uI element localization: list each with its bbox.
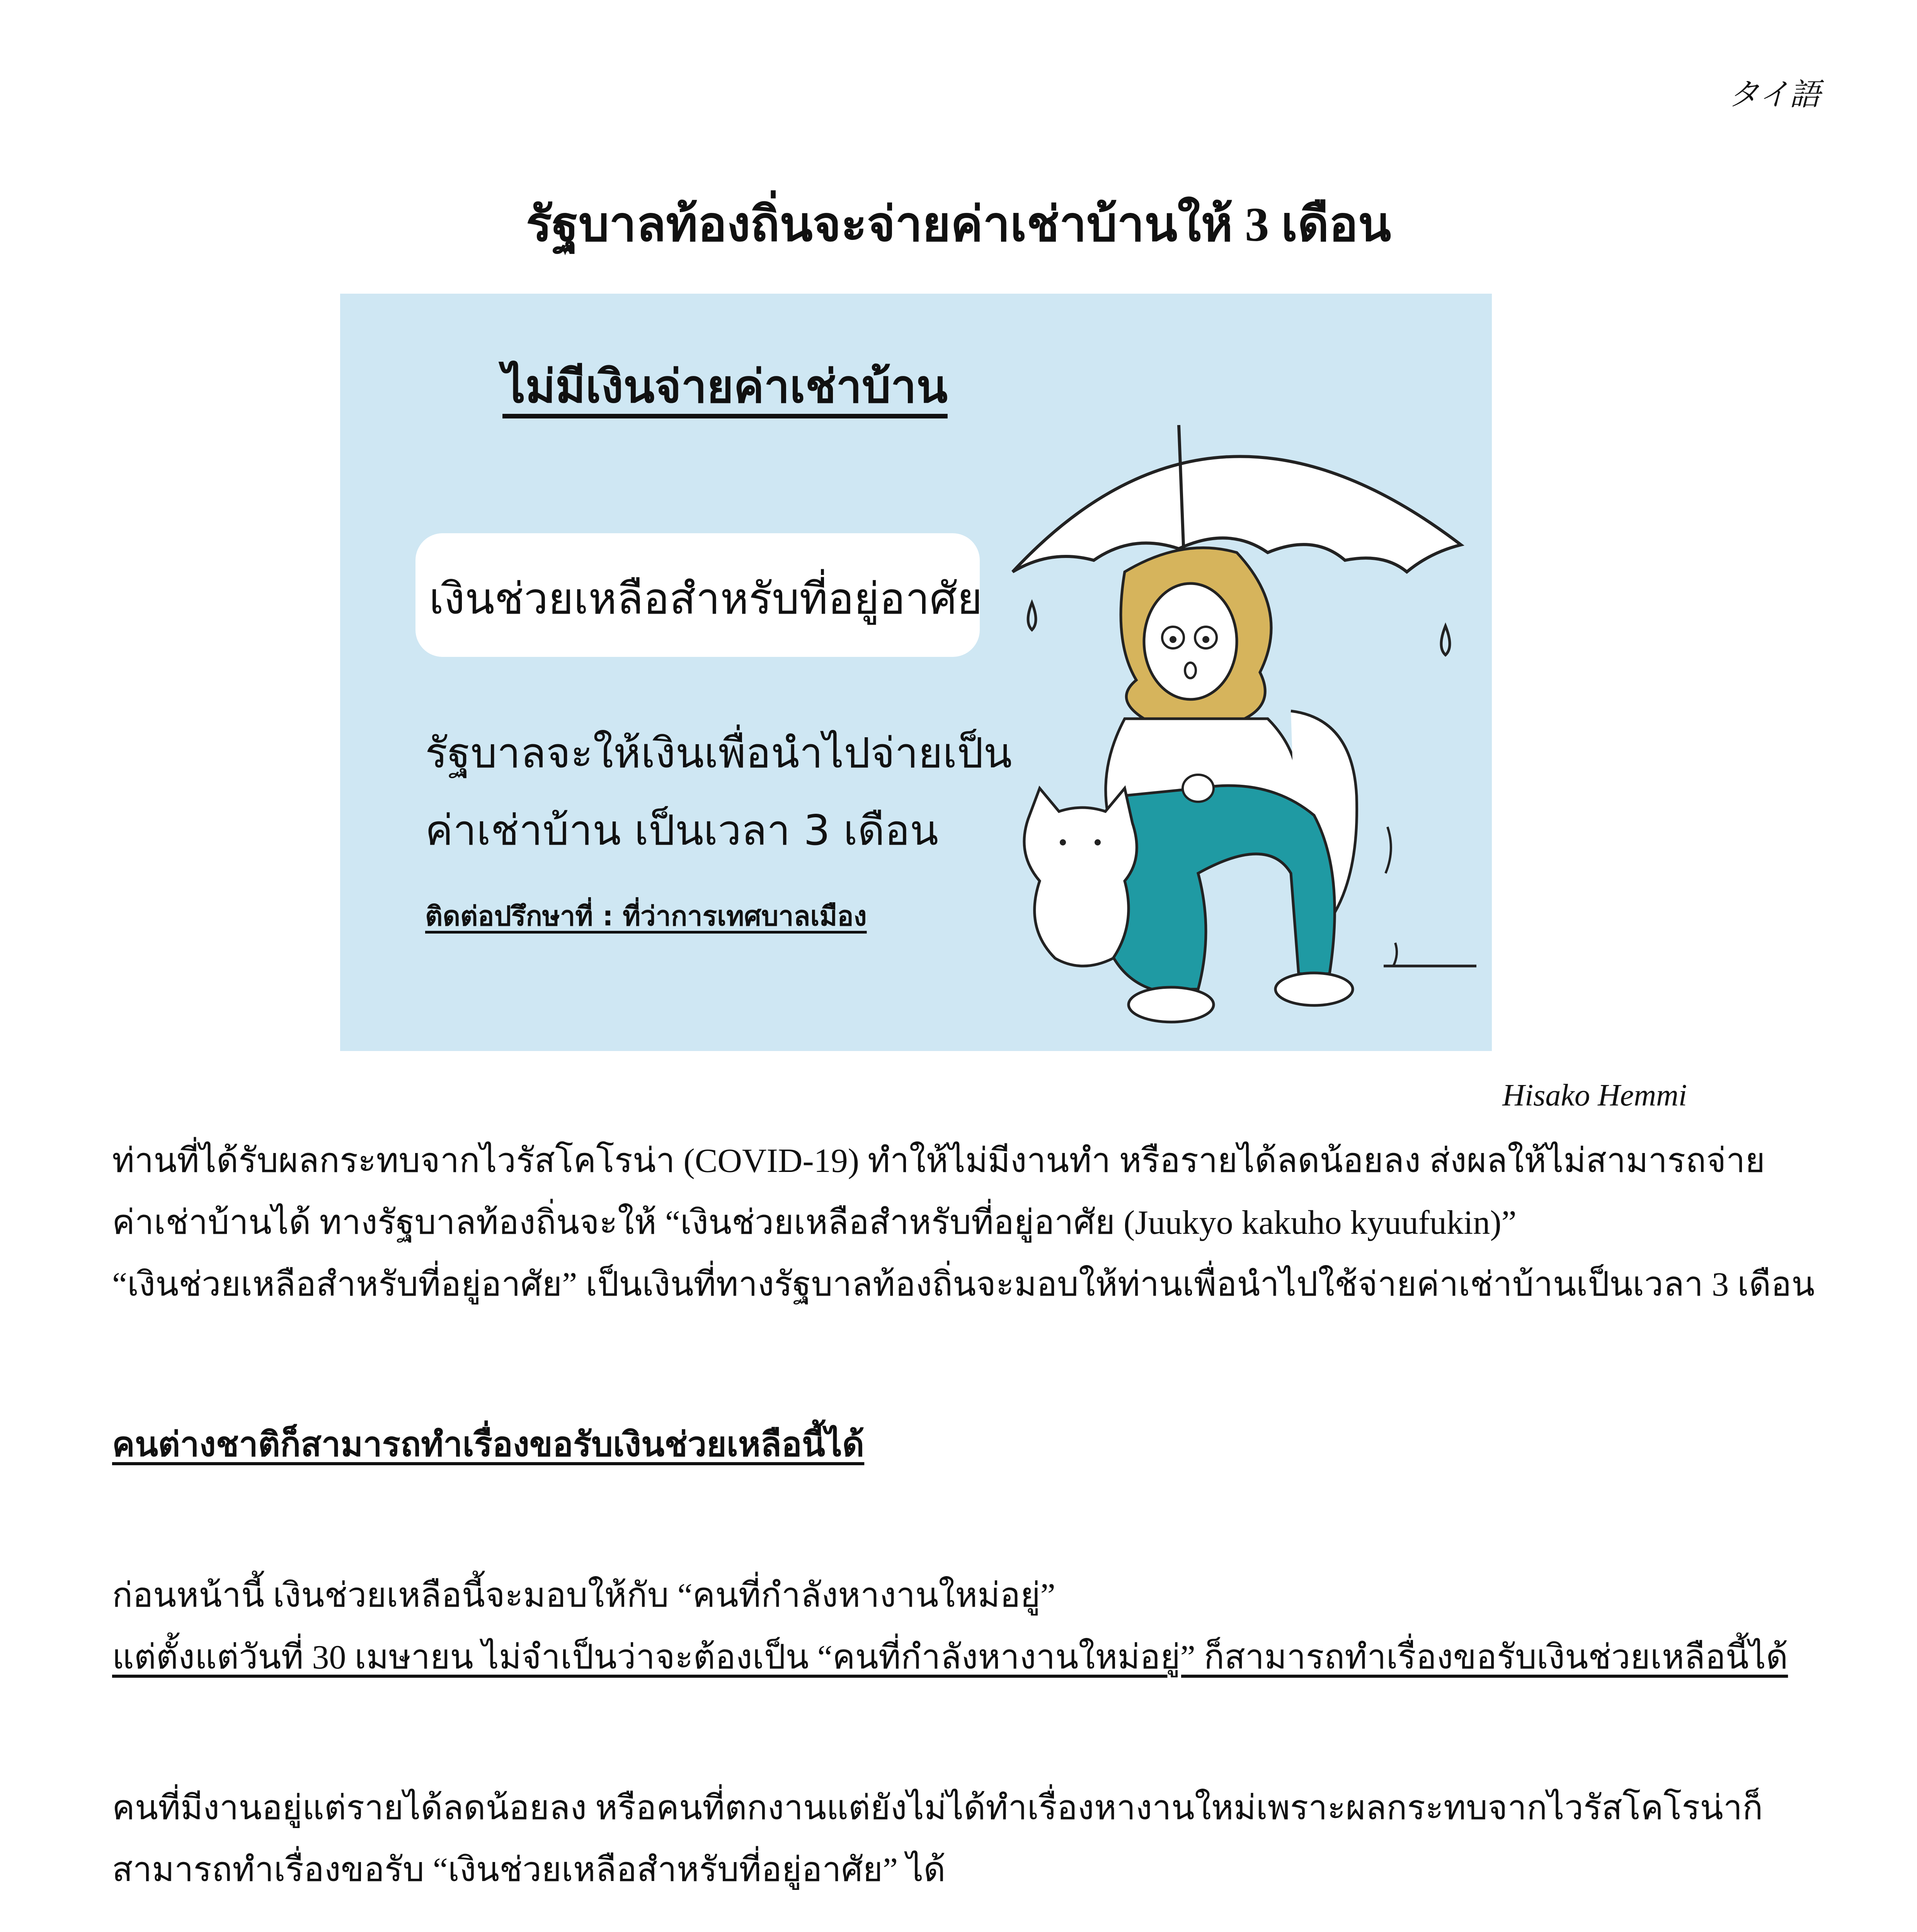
illustration-pill-text: เงินช่วยเหลือสำหรับที่อยู่อาศัย (429, 574, 982, 624)
paragraph-2 (112, 1777, 1805, 1901)
paragraph-2-line1: คนที่มีงานอยู่แต่รายได้ลดน้อยลง หรือคนที่ตกงานแต่ยังไม่ได้ทำเรื่องหางานใหม่เพราะผลกระทบจากไวรัสโคโรน่าก็ (112, 1789, 1763, 1827)
intro-line3: “เงินช่วยเหลือสำหรับที่อยู่อาศัย” เป็นเงินที่ทางรัฐบาลท้องถิ่นจะมอบให้ท่านเพื่อนำไปใช้จ่ายค่าเช่าบ้านเป็นเวลา 3 เดือน (112, 1266, 1815, 1303)
paragraph-1 (112, 1565, 1805, 1689)
intro-line2: ค่าเช่าบ้านได้ ทางรัฐบาลท้องถิ่นจะให้ “เงินช่วยเหลือสำหรับที่อยู่อาศัย (Juukyo kakuho kyuufukin)” (112, 1204, 1517, 1242)
paragraph-1-line2: แต่ตั้งแต่วันที่ 30 เมษายน ไม่จำเป็นว่าจะต้องเป็น “คนที่กำลังหางานใหม่อยู่” ก็สามารถทำเรื่องขอรับเงินช่วยเหลือนี้ได้ (112, 1639, 1788, 1676)
language-tag: タイ語 (1728, 78, 1820, 112)
illustration-body-line1: รัฐบาลจะให้เงินเพื่อนำไปจ่ายเป็น (425, 729, 1012, 777)
section-heading: คนต่างชาติก็สามารถทำเรื่องขอรับเงินช่วยเหลือนี้ได้ (112, 1426, 865, 1464)
illustration-contact: ติดต่อปรึกษาที่ : ที่ว่าการเทศบาลเมือง (425, 900, 867, 932)
illustration-heading: ไม่มีเงินจ่ายค่าเช่าบ้าน (502, 360, 948, 413)
illustration-credit: Hisako Hemmi (1502, 1078, 1687, 1112)
intro-line1: ท่านที่ได้รับผลกระทบจากไวรัสโคโรน่า (COVID-19) ทำให้ไม่มีงานทำ หรือรายได้ลดน้อยลง ส่งผลให้ไม่สามารถจ่าย (112, 1142, 1765, 1180)
illustration-body-line2: ค่าเช่าบ้าน เป็นเวลา 3 เดือน (425, 806, 938, 855)
paragraph-2-line2: สามารถทำเรื่องขอรับ “เงินช่วยเหลือสำหรับที่อยู่อาศัย” ได้ (112, 1851, 946, 1889)
person-with-umbrella-icon (997, 371, 1476, 1051)
illustration (340, 294, 1492, 1051)
intro-paragraph (112, 1130, 1815, 1316)
paragraph-1-line1: ก่อนหน้านี้ เงินช่วยเหลือนี้จะมอบให้กับ “คนที่กำลังหางานใหม่อยู่” (112, 1577, 1056, 1614)
illustration-body (425, 715, 1012, 869)
page-title: รัฐบาลท้องถิ่นจะจ่ายค่าเช่าบ้านให้ 3 เดือน (526, 198, 1391, 252)
